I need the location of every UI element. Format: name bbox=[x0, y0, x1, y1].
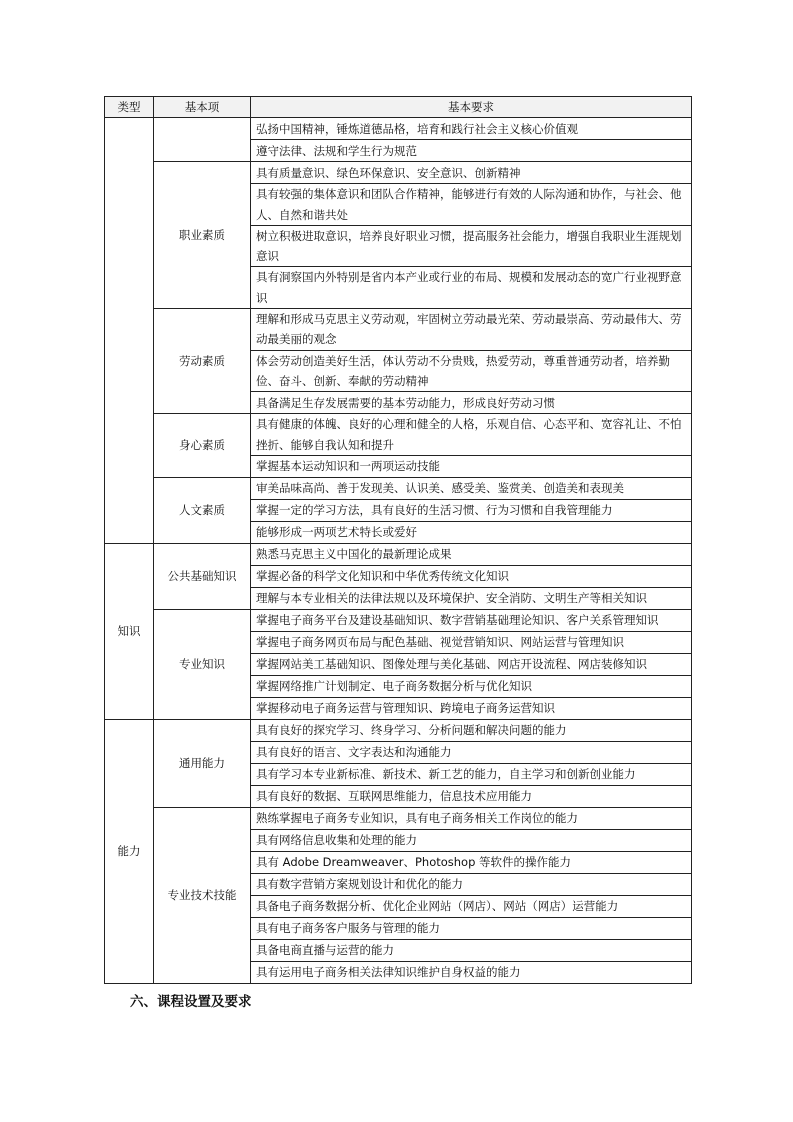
requirement-cell: 掌握必备的科学文化知识和中华优秀传统文化知识 bbox=[251, 565, 692, 587]
requirement-cell: 熟悉马克思主义中国化的最新理论成果 bbox=[251, 543, 692, 565]
requirement-cell: 熟练掌握电子商务专业知识，具有电子商务相关工作岗位的能力 bbox=[251, 807, 692, 829]
table-row bbox=[105, 609, 692, 631]
item-cell-professional-quality: 职业素质 bbox=[154, 162, 251, 309]
requirement-cell: 具有良好的语言、文字表达和沟通能力 bbox=[251, 741, 692, 763]
requirement-cell: 弘扬中国精神，锤炼道德品格，培育和践行社会主义核心价值观 bbox=[251, 118, 692, 140]
requirement-cell: 具有电子商务客户服务与管理的能力 bbox=[251, 917, 692, 939]
table-header-row bbox=[105, 97, 692, 118]
requirement-cell: 具有 Adobe Dreamweaver、Photoshop 等软件的操作能力 bbox=[251, 851, 692, 873]
type-cell-ability: 能力 bbox=[105, 719, 154, 983]
requirement-cell: 具备电商直播与运营的能力 bbox=[251, 939, 692, 961]
header-requirement: 基本要求 bbox=[251, 97, 692, 118]
table-row bbox=[105, 309, 692, 351]
type-cell-knowledge: 知识 bbox=[105, 543, 154, 719]
requirement-cell: 遵守法律、法规和学生行为规范 bbox=[251, 140, 692, 162]
header-type: 类型 bbox=[105, 97, 154, 118]
requirement-cell: 审美品味高尚、善于发现美、认识美、感受美、鉴赏美、创造美和表现美 bbox=[251, 477, 692, 499]
type-cell-quality bbox=[105, 118, 154, 544]
table-row bbox=[105, 719, 692, 741]
item-cell-blank bbox=[154, 118, 251, 162]
requirement-cell: 掌握一定的学习方法，具有良好的生活习惯、行为习惯和自我管理能力 bbox=[251, 499, 692, 521]
requirement-cell: 掌握电子商务网页布局与配色基础、视觉营销知识、网站运营与管理知识 bbox=[251, 631, 692, 653]
requirement-cell: 具有洞察国内外特别是省内本产业或行业的布局、规模和发展动态的宽广行业视野意识 bbox=[251, 267, 692, 309]
requirement-cell: 具备满足生存发展需要的基本劳动能力，形成良好劳动习惯 bbox=[251, 392, 692, 414]
requirement-cell: 掌握网站美工基础知识、图像处理与美化基础、网店开设流程、网店装修知识 bbox=[251, 653, 692, 675]
table-row bbox=[105, 118, 692, 140]
table-row bbox=[105, 807, 692, 829]
table-row bbox=[105, 414, 692, 456]
requirement-cell: 掌握电子商务平台及建设基础知识、数字营销基础理论知识、客户关系管理知识 bbox=[251, 609, 692, 631]
requirement-cell: 具有良好的探究学习、终身学习、分析问题和解决问题的能力 bbox=[251, 719, 692, 741]
requirement-cell: 具有数字营销方案规划设计和优化的能力 bbox=[251, 873, 692, 895]
item-cell-professional-skills: 专业技术技能 bbox=[154, 807, 251, 983]
requirement-cell: 具备电子商务数据分析、优化企业网站（网店）、网站（网店）运营能力 bbox=[251, 895, 692, 917]
item-cell-public-basic: 公共基础知识 bbox=[154, 543, 251, 609]
section-heading: 六、课程设置及要求 bbox=[130, 994, 252, 1010]
requirement-cell: 具有较强的集体意识和团队合作精神，能够进行有效的人际沟通和协作，与社会、他人、自然和谐共处 bbox=[251, 184, 692, 226]
requirement-cell: 树立积极进取意识，培养良好职业习惯，提高服务社会能力，增强自我职业生涯规划意识 bbox=[251, 225, 692, 267]
requirement-cell: 理解和形成马克思主义劳动观，牢固树立劳动最光荣、劳动最崇高、劳动最伟大、劳动最美丽的观念 bbox=[251, 309, 692, 351]
requirement-cell: 具有学习本专业新标准、新技术、新工艺的能力，自主学习和创新创业能力 bbox=[251, 763, 692, 785]
item-cell-physical-mental: 身心素质 bbox=[154, 414, 251, 478]
requirement-cell: 理解与本专业相关的法律法规以及环境保护、安全消防、文明生产等相关知识 bbox=[251, 587, 692, 609]
requirement-cell: 具有健康的体魄、良好的心理和健全的人格，乐观自信、心态平和、宽容礼让、不怕挫折、能够自我认知和提升 bbox=[251, 414, 692, 456]
requirement-cell: 能够形成一两项艺术特长或爱好 bbox=[251, 521, 692, 543]
requirement-cell: 掌握移动电子商务运营与管理知识、跨境电子商务运营知识 bbox=[251, 697, 692, 719]
item-cell-general-ability: 通用能力 bbox=[154, 719, 251, 807]
table-row bbox=[105, 543, 692, 565]
requirement-cell: 体会劳动创造美好生活，体认劳动不分贵贱，热爱劳动，尊重普通劳动者，培养勤俭、奋斗、创新、奉献的劳动精神 bbox=[251, 350, 692, 392]
requirement-cell: 掌握基本运动知识和一两项运动技能 bbox=[251, 455, 692, 477]
table-row bbox=[105, 477, 692, 499]
requirement-cell: 具有质量意识、绿色环保意识、安全意识、创新精神 bbox=[251, 162, 692, 184]
requirement-cell: 具有良好的数据、互联网思维能力，信息技术应用能力 bbox=[251, 785, 692, 807]
table-row bbox=[105, 162, 692, 184]
header-item: 基本项 bbox=[154, 97, 251, 118]
requirement-cell: 具有运用电子商务相关法律知识维护自身权益的能力 bbox=[251, 961, 692, 983]
requirements-table bbox=[104, 96, 692, 984]
requirement-cell: 具有网络信息收集和处理的能力 bbox=[251, 829, 692, 851]
item-cell-labor-quality: 劳动素质 bbox=[154, 309, 251, 414]
item-cell-professional-knowledge: 专业知识 bbox=[154, 609, 251, 719]
requirement-cell: 掌握网络推广计划制定、电子商务数据分析与优化知识 bbox=[251, 675, 692, 697]
item-cell-humanities: 人文素质 bbox=[154, 477, 251, 543]
